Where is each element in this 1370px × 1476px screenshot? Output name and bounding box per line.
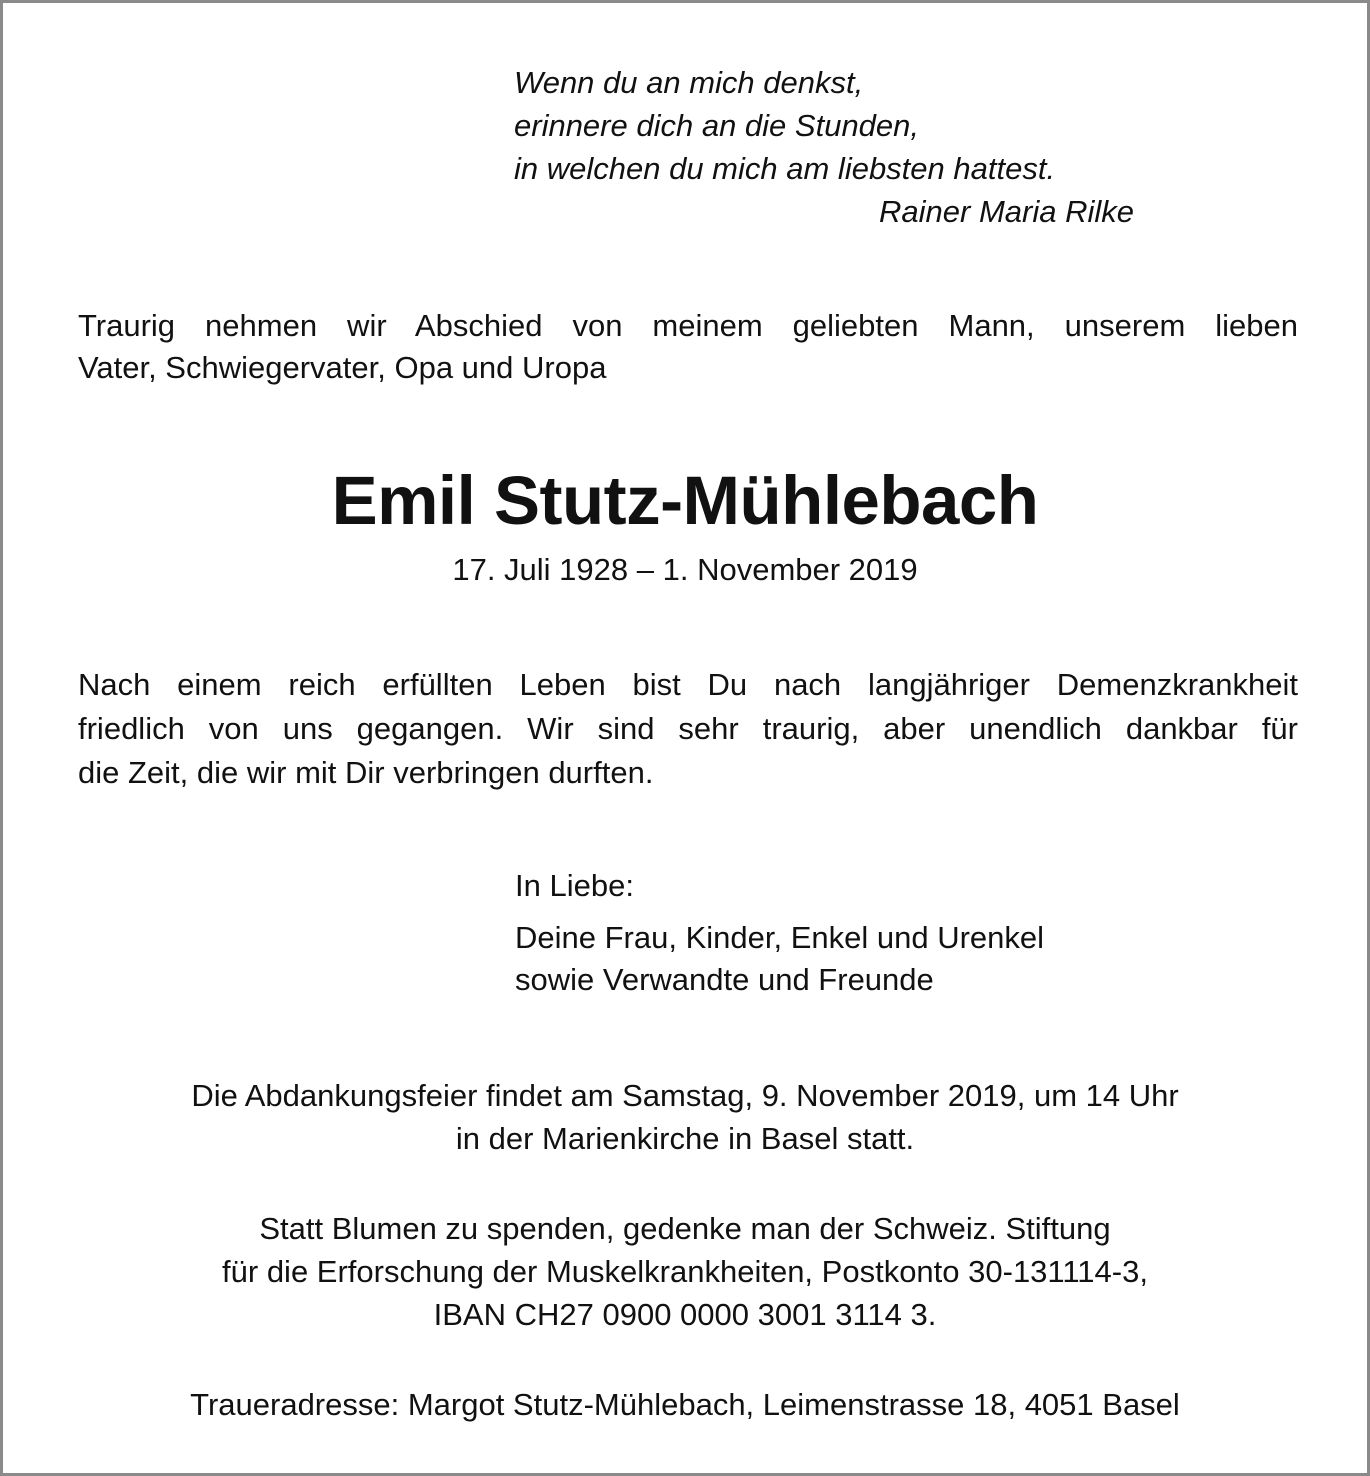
intro-paragraph [78,305,1298,389]
poem-line: erinnere dich an die Stunden, [514,108,920,143]
intro-line: Traurig nehmen wir Abschied von meinem geliebten Mann, unserem lieben [78,308,1298,343]
family-line: Deine Frau, Kinder, Enkel und Urenkel [515,920,1045,955]
signoff-greeting: In Liebe: [515,868,634,903]
donation-line: IBAN CH27 0900 0000 3001 3114 3. [433,1297,937,1332]
donation-line: Statt Blumen zu spenden, gedenke man der Schweiz. Stiftung [259,1211,1111,1246]
message-line: die Zeit, die wir mit Dir verbringen durften. [78,755,654,790]
message-paragraph [78,663,1298,795]
message-line: Nach einem reich erfüllten Leben bist Du nach langjähriger Demenzkrankheit [78,667,1298,702]
service-line: Die Abdankungsfeier findet am Samstag, 9. November 2019, um 14 Uhr [191,1078,1179,1113]
poem-line: in welchen du mich am liebsten hattest. [514,151,1056,186]
service-info [3,1074,1367,1160]
poem-line: Wenn du an mich denkst, [514,65,864,100]
deceased-name: Emil Stutz-Mühlebach [331,462,1039,539]
message-line: friedlich von uns gegangen. Wir sind sehr traurig, aber unendlich dankbar für [78,711,1298,746]
life-dates: 17. Juli 1928 – 1. November 2019 [452,552,918,587]
poem-author: Rainer Maria Rilke [879,194,1134,229]
donation-line: für die Erforschung der Muskelkrankheiten, Postkonto 30-131114-3, [222,1254,1148,1289]
mourning-address: Traueradresse: Margot Stutz-Mühlebach, Leimenstrasse 18, 4051 Basel [190,1387,1180,1422]
family-line: sowie Verwandte und Freunde [515,962,934,997]
donation-info [3,1207,1367,1336]
service-line: in der Marienkirche in Basel statt. [455,1121,915,1156]
poem-quote [514,61,1134,233]
intro-line: Vater, Schwiegervater, Opa und Uropa [78,350,607,385]
signoff-family [515,917,1044,1001]
